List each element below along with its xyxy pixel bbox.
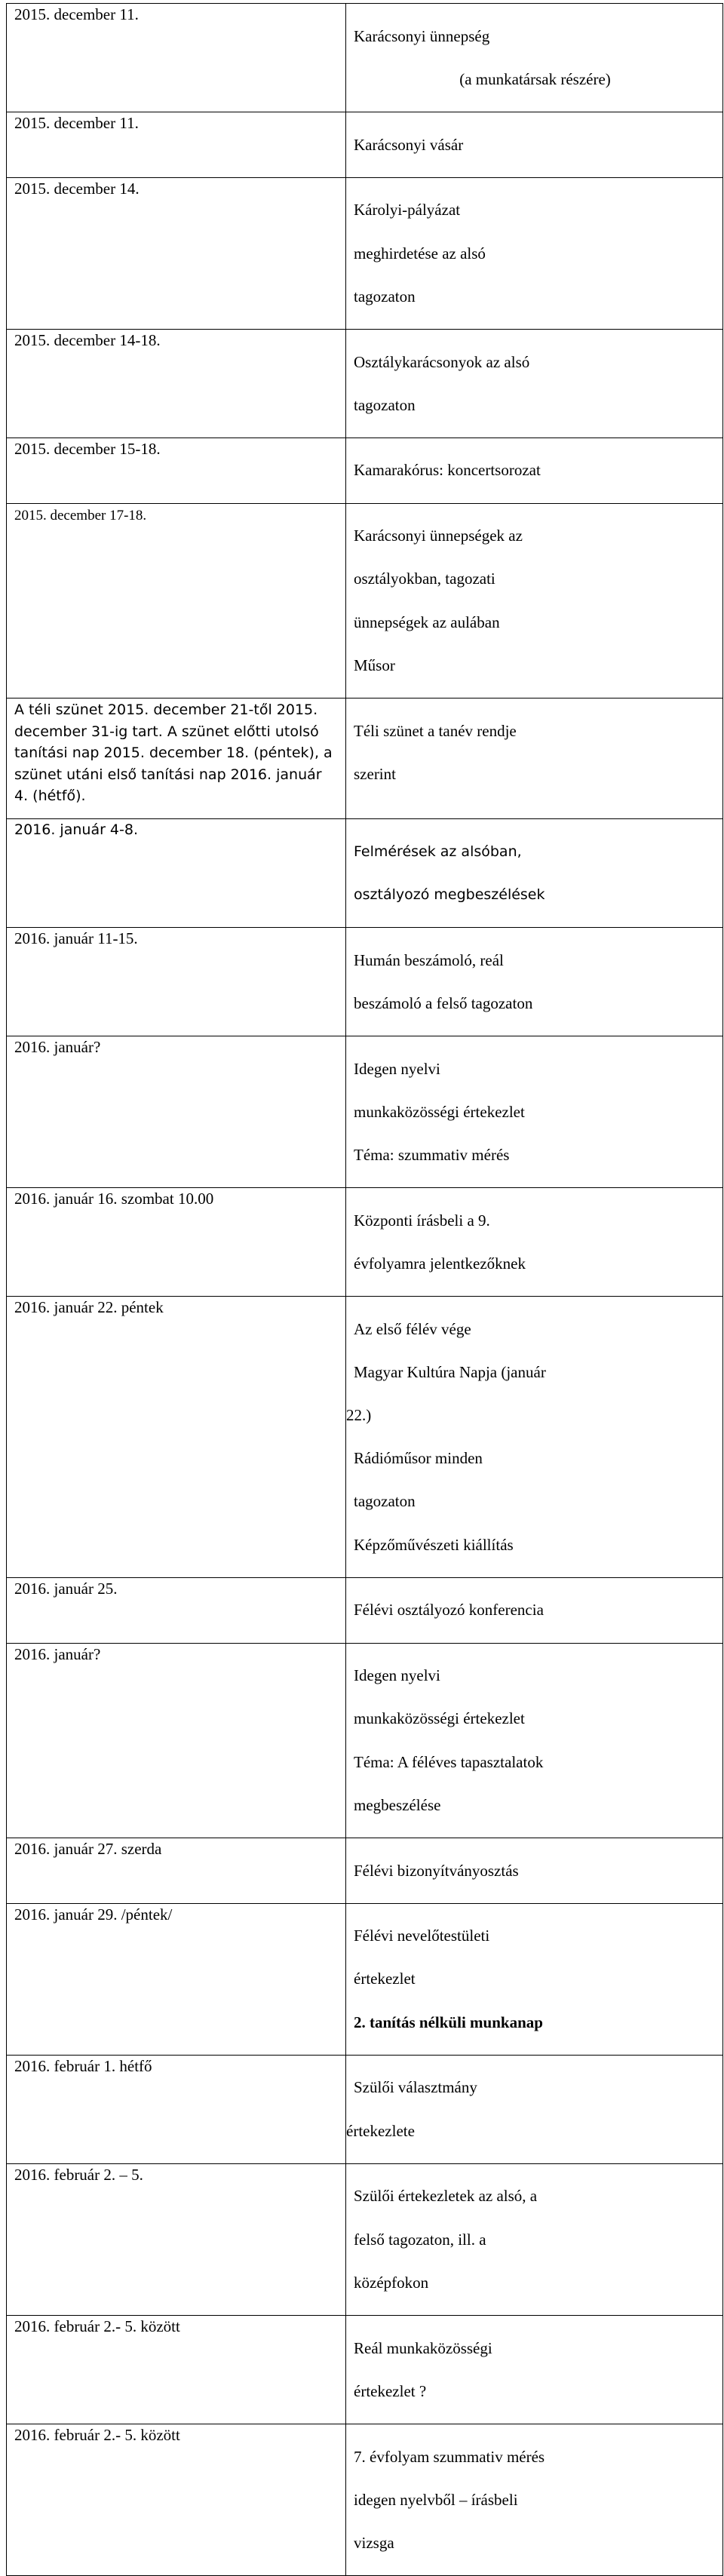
date-cell: 2016. január 27. szerda <box>7 1838 346 1903</box>
event-cell <box>346 1643 723 1838</box>
event-line: tagozaton <box>354 287 416 305</box>
event-line: beszámoló a felső tagozaton <box>354 993 533 1012</box>
event-line: Idegen nyelvi <box>354 1059 440 1078</box>
table-row <box>7 1903 723 2055</box>
event-cell <box>346 2055 723 2163</box>
event-line: 2. tanítás nélküli munkanap <box>354 2013 543 2031</box>
date-cell: 2015. december 14. <box>7 177 346 329</box>
date-cell: 2016. január 11-15. <box>7 927 346 1036</box>
event-line: 22.) <box>346 1406 372 1425</box>
event-line: Műsor <box>354 656 395 674</box>
event-line: tagozaton <box>354 1492 416 1511</box>
event-line: Szülői választmány <box>354 2078 477 2097</box>
event-cell <box>346 2163 723 2315</box>
table-row <box>7 2424 723 2575</box>
event-cell <box>346 1577 723 1643</box>
event-line: Idegen nyelvi <box>354 1666 440 1685</box>
event-line: idegen nyelvből – írásbeli <box>354 2490 518 2509</box>
date-cell: 2016. január 22. péntek <box>7 1297 346 1578</box>
table-row <box>7 4 723 112</box>
event-cell <box>346 112 723 177</box>
event-line: értekezlet ? <box>354 2381 427 2400</box>
date-cell: 2016. február 1. hétfő <box>7 2055 346 2163</box>
event-line: Károlyi-pályázat <box>354 201 461 220</box>
event-line: megbeszélése <box>354 1795 441 1814</box>
date-cell: 2015. december 11. <box>7 112 346 177</box>
event-line: évfolyamra jelentkezőknek <box>354 1254 526 1273</box>
event-line: Félévi osztályozó konferencia <box>354 1601 544 1620</box>
date-text: 2015. december 17-18. <box>14 507 147 523</box>
table-row <box>7 1838 723 1903</box>
event-line: munkaközösségi értekezlet <box>354 1709 525 1728</box>
event-line: Téli szünet a tanév rendje <box>354 721 517 740</box>
event-line: Félévi nevelőtestületi <box>354 1927 490 1945</box>
date-cell: A téli szünet 2015. december 21-től 2015. december 31-ig tart. A szünet előtti utolsó tanítási nap 2015. december 18. (péntek), a szünet utáni első tanítási nap 2016. január 4. (hétfő). <box>7 698 346 819</box>
table-row <box>7 503 723 698</box>
event-cell <box>346 503 723 698</box>
table-row <box>7 329 723 438</box>
table-row <box>7 2055 723 2163</box>
event-cell <box>346 2315 723 2424</box>
date-cell: 2016. január 29. /péntek/ <box>7 1903 346 2055</box>
event-line: tagozaton <box>354 395 416 414</box>
event-cell <box>346 177 723 329</box>
event-line: Téma: szummativ mérés <box>354 1145 510 1164</box>
event-line: Magyar Kultúra Napja (január <box>354 1362 546 1381</box>
event-line: Osztálykarácsonyok az alsó <box>354 352 530 371</box>
event-line: Reál munkaközösségi <box>354 2338 492 2357</box>
date-cell: 2015. december 14-18. <box>7 329 346 438</box>
event-line: osztályokban, tagozati <box>354 570 495 588</box>
event-cell <box>346 1903 723 2055</box>
date-cell <box>7 503 346 698</box>
table-row <box>7 698 723 819</box>
date-cell: 2016. január? <box>7 1036 346 1187</box>
date-cell: 2016. január 4-8. <box>7 819 346 928</box>
date-cell: 2016. február 2.- 5. között <box>7 2424 346 2575</box>
date-cell: 2015. december 15-18. <box>7 438 346 503</box>
table-row <box>7 819 723 928</box>
event-line: munkaközösségi értekezlet <box>354 1102 525 1121</box>
event-line: Félévi bizonyítványosztás <box>354 1861 519 1880</box>
event-cell <box>346 819 723 928</box>
table-row <box>7 438 723 503</box>
event-line: 7. évfolyam szummativ mérés <box>354 2447 545 2466</box>
event-line: Felmérések az alsóban, <box>354 843 522 860</box>
event-line: Téma: A féléves tapasztalatok <box>354 1752 544 1771</box>
event-cell <box>346 1188 723 1297</box>
table-row <box>7 927 723 1036</box>
table-row <box>7 1297 723 1578</box>
event-line: Rádióműsor minden <box>354 1449 483 1468</box>
table-row <box>7 1643 723 1838</box>
event-cell <box>346 2424 723 2575</box>
table-row <box>7 112 723 177</box>
table-row <box>7 1188 723 1297</box>
event-cell <box>346 1838 723 1903</box>
date-cell: 2015. december 11. <box>7 4 346 112</box>
date-cell: 2016. február 2.- 5. között <box>7 2315 346 2424</box>
event-cell <box>346 1036 723 1187</box>
table-row <box>7 1577 723 1643</box>
event-line: Karácsonyi ünnepség <box>354 26 490 45</box>
table-row <box>7 177 723 329</box>
event-line: Az első félév vége <box>354 1319 471 1338</box>
event-line: Karácsonyi vásár <box>354 135 464 154</box>
event-line: meghirdetése az alsó <box>354 244 486 263</box>
event-line: értekezlete <box>346 2121 415 2140</box>
event-cell <box>346 698 723 819</box>
date-cell: 2016. január 25. <box>7 1577 346 1643</box>
event-cell <box>346 329 723 438</box>
date-cell: 2016. február 2. – 5. <box>7 2163 346 2315</box>
table-row <box>7 2163 723 2315</box>
event-line: Központi írásbeli a 9. <box>354 1211 490 1230</box>
event-line: Kamarakórus: koncertsorozat <box>354 461 541 480</box>
event-line: felső tagozaton, ill. a <box>354 2230 486 2249</box>
event-line: (a munkatársak részére) <box>459 69 611 88</box>
event-line: ünnepségek az aulában <box>354 613 500 631</box>
schedule-table <box>6 3 723 2576</box>
event-cell <box>346 927 723 1036</box>
table-row <box>7 1036 723 1187</box>
event-cell <box>346 1297 723 1578</box>
event-line: szerint <box>354 764 396 783</box>
date-cell: 2016. január? <box>7 1643 346 1838</box>
event-cell <box>346 438 723 503</box>
table-row <box>7 2315 723 2424</box>
event-cell <box>346 4 723 112</box>
event-line: Képzőművészeti kiállítás <box>354 1535 514 1554</box>
event-line: Szülői értekezletek az alsó, a <box>354 2187 538 2206</box>
date-cell: 2016. január 16. szombat 10.00 <box>7 1188 346 1297</box>
event-line: értekezlet <box>354 1970 416 1988</box>
event-line: osztályozó megbeszélések <box>354 886 545 903</box>
event-line: Humán beszámoló, reál <box>354 950 504 969</box>
event-line: középfokon <box>354 2273 429 2292</box>
event-line: Karácsonyi ünnepségek az <box>354 527 523 545</box>
event-line: vizsga <box>354 2533 394 2552</box>
